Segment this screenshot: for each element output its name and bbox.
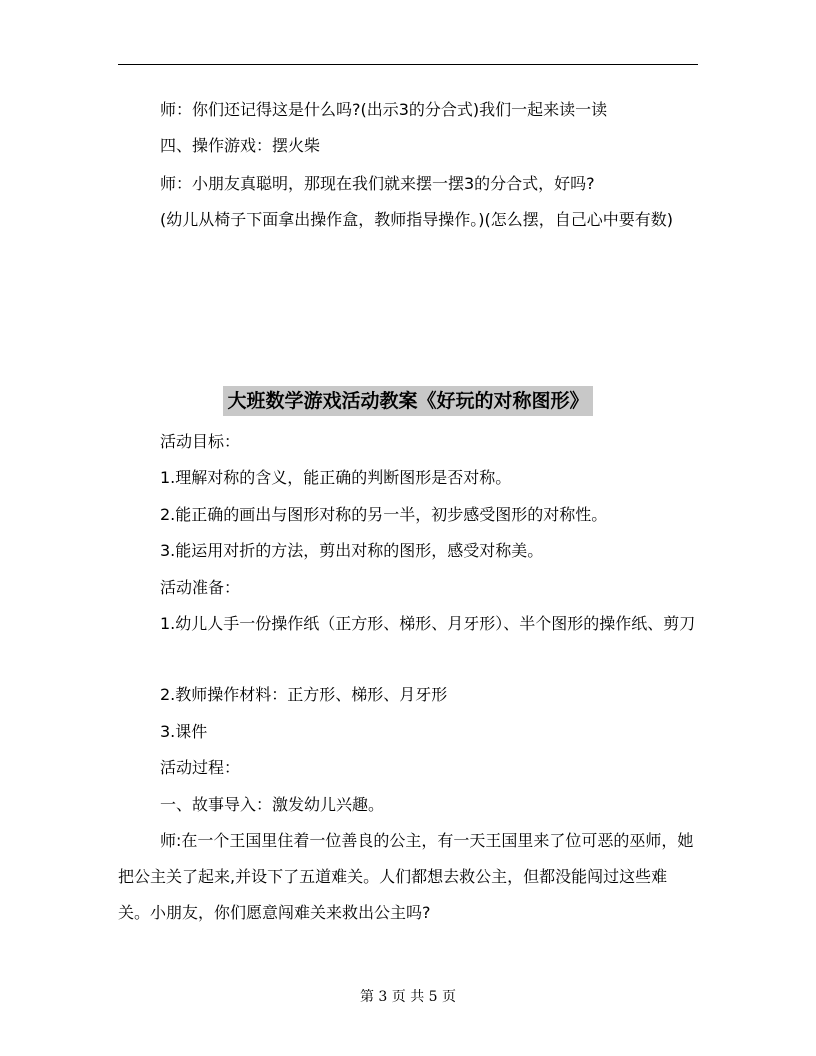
paragraph: 师：你们还记得这是什么吗?(出示3的分合式)我们一起来读一读 [160, 100, 608, 119]
header-rule [118, 64, 698, 65]
page-footer: 第 3 页 共 5 页 [359, 989, 457, 1005]
title-block [0, 386, 816, 416]
list-item: 2.教师操作材料：正方形、梯形、月牙形 [160, 685, 448, 704]
section-label: 活动目标： [160, 432, 241, 451]
paragraph: 师：小朋友真聪明，那现在我们就来摆一摆3的分合式，好吗? [160, 174, 595, 193]
section-heading: 四、操作游戏：摆火柴 [160, 136, 321, 155]
list-item: 3.能运用对折的方法，剪出对称的图形，感受对称美。 [160, 541, 544, 560]
section-label: 活动过程： [160, 758, 241, 777]
section-heading: 一、故事导入：激发幼儿兴趣。 [160, 795, 385, 814]
section-label: 活动准备： [160, 578, 241, 597]
list-item: 1.理解对称的含义，能正确的判断图形是否对称。 [160, 468, 512, 487]
list-item: 3.课件 [160, 722, 208, 741]
document-title: 大班数学游戏活动教案《好玩的对称图形》 [223, 386, 592, 416]
list-item: 1.幼儿人手一份操作纸（正方形、梯形、月牙形）、半个图形的操作纸、剪刀 [160, 614, 696, 633]
paragraph: 师:在一个王国里住着一位善良的公主，有一天王国里来了位可恶的巫师，她把公主关了起来,并设下了五道难关。人们都想去救公主，但都没能闯过这些难关。小朋友，你们愿意闯难关来救出公主吗? [118, 831, 694, 922]
paragraph: (幼儿从椅子下面拿出操作盒，教师指导操作。)(怎么摆，自己心中要有数) [160, 210, 673, 229]
list-item: 2.能正确的画出与图形对称的另一半，初步感受图形的对称性。 [160, 505, 608, 524]
